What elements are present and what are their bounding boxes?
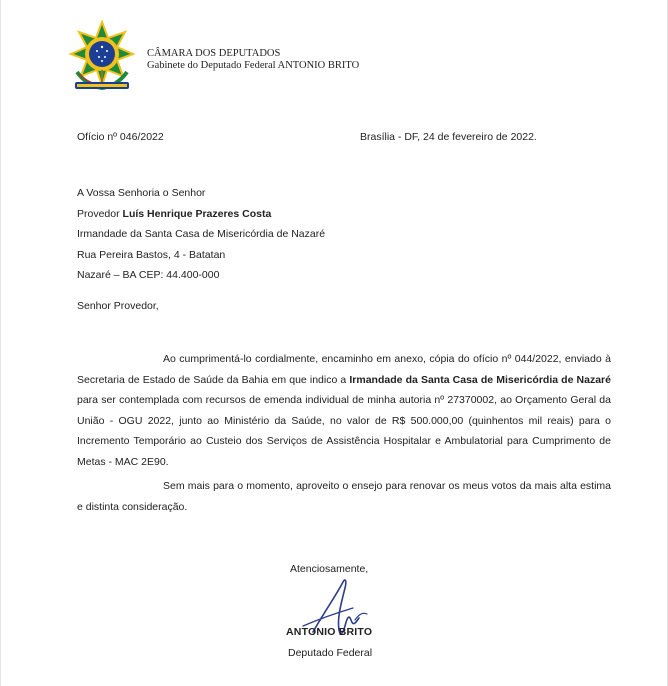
salutation: Senhor Provedor, — [77, 300, 159, 312]
letterhead — [147, 48, 359, 72]
recipient-line-3: Irmandade da Santa Casa de Misericórdia de Nazaré — [77, 228, 326, 240]
recipient-line-4: Rua Pereira Bastos, 4 - Batatan — [77, 248, 226, 261]
place-date: Brasília - DF, 24 de fevereiro de 2022. — [360, 131, 537, 143]
brazil-coat-of-arms-icon — [67, 20, 137, 92]
signature-block — [261, 560, 411, 670]
recipient-line-1: A Vossa Senhoria o Senhor — [77, 187, 206, 199]
closing: Atenciosamente, — [290, 563, 369, 575]
recipient-line-5: Nazaré – BA CEP: 44.400-000 — [77, 269, 220, 281]
paragraph-1-text-start: Ao cumprimentá-lo cordialmente, encaminho em anexo, cópia do ofício nº 044/2022, enviado à Secretaria de Estado de Saúde da Bahia em que indico a — [77, 353, 611, 386]
signatory-role: Deputado Federal — [288, 647, 373, 659]
recipient-block — [77, 183, 325, 286]
body-paragraph-1 — [77, 349, 611, 472]
letter-reference: Ofício nº 046/2022 — [77, 131, 164, 143]
paragraph-1-text-end: para ser contemplada com recursos de emenda individual de minha autoria nº 27370002, ao Orçamento Geral da União - OGU 2022, junto ao Ministério da Saúde, no valor de R$ 500.000,00 (quinhentos mil reais) para o Incremento Temporário ao Custeio dos Serviços de Assistência Hospitalar e Ambulatorial para Cumprimento de Metas - MAC 2E90. — [77, 394, 611, 468]
body-paragraph-2: Sem mais para o momento, aproveito o ensejo para renovar os meus votos da mais alta estima e distinta consideração. — [77, 480, 611, 513]
recipient-name: Luís Henrique Prazeres Costa — [122, 207, 272, 220]
paragraph-1-highlight: Irmandade da Santa Casa de Misericórdia de Nazaré — [349, 373, 611, 386]
institution-name: CÂMARA DOS DEPUTADOS — [147, 48, 281, 59]
recipient-line-2 — [77, 204, 325, 225]
office-name: Gabinete do Deputado Federal ANTONIO BRITO — [147, 60, 360, 71]
recipient-title: Provedor — [77, 207, 123, 220]
signatory-name: ANTONIO BRITO — [286, 626, 373, 638]
